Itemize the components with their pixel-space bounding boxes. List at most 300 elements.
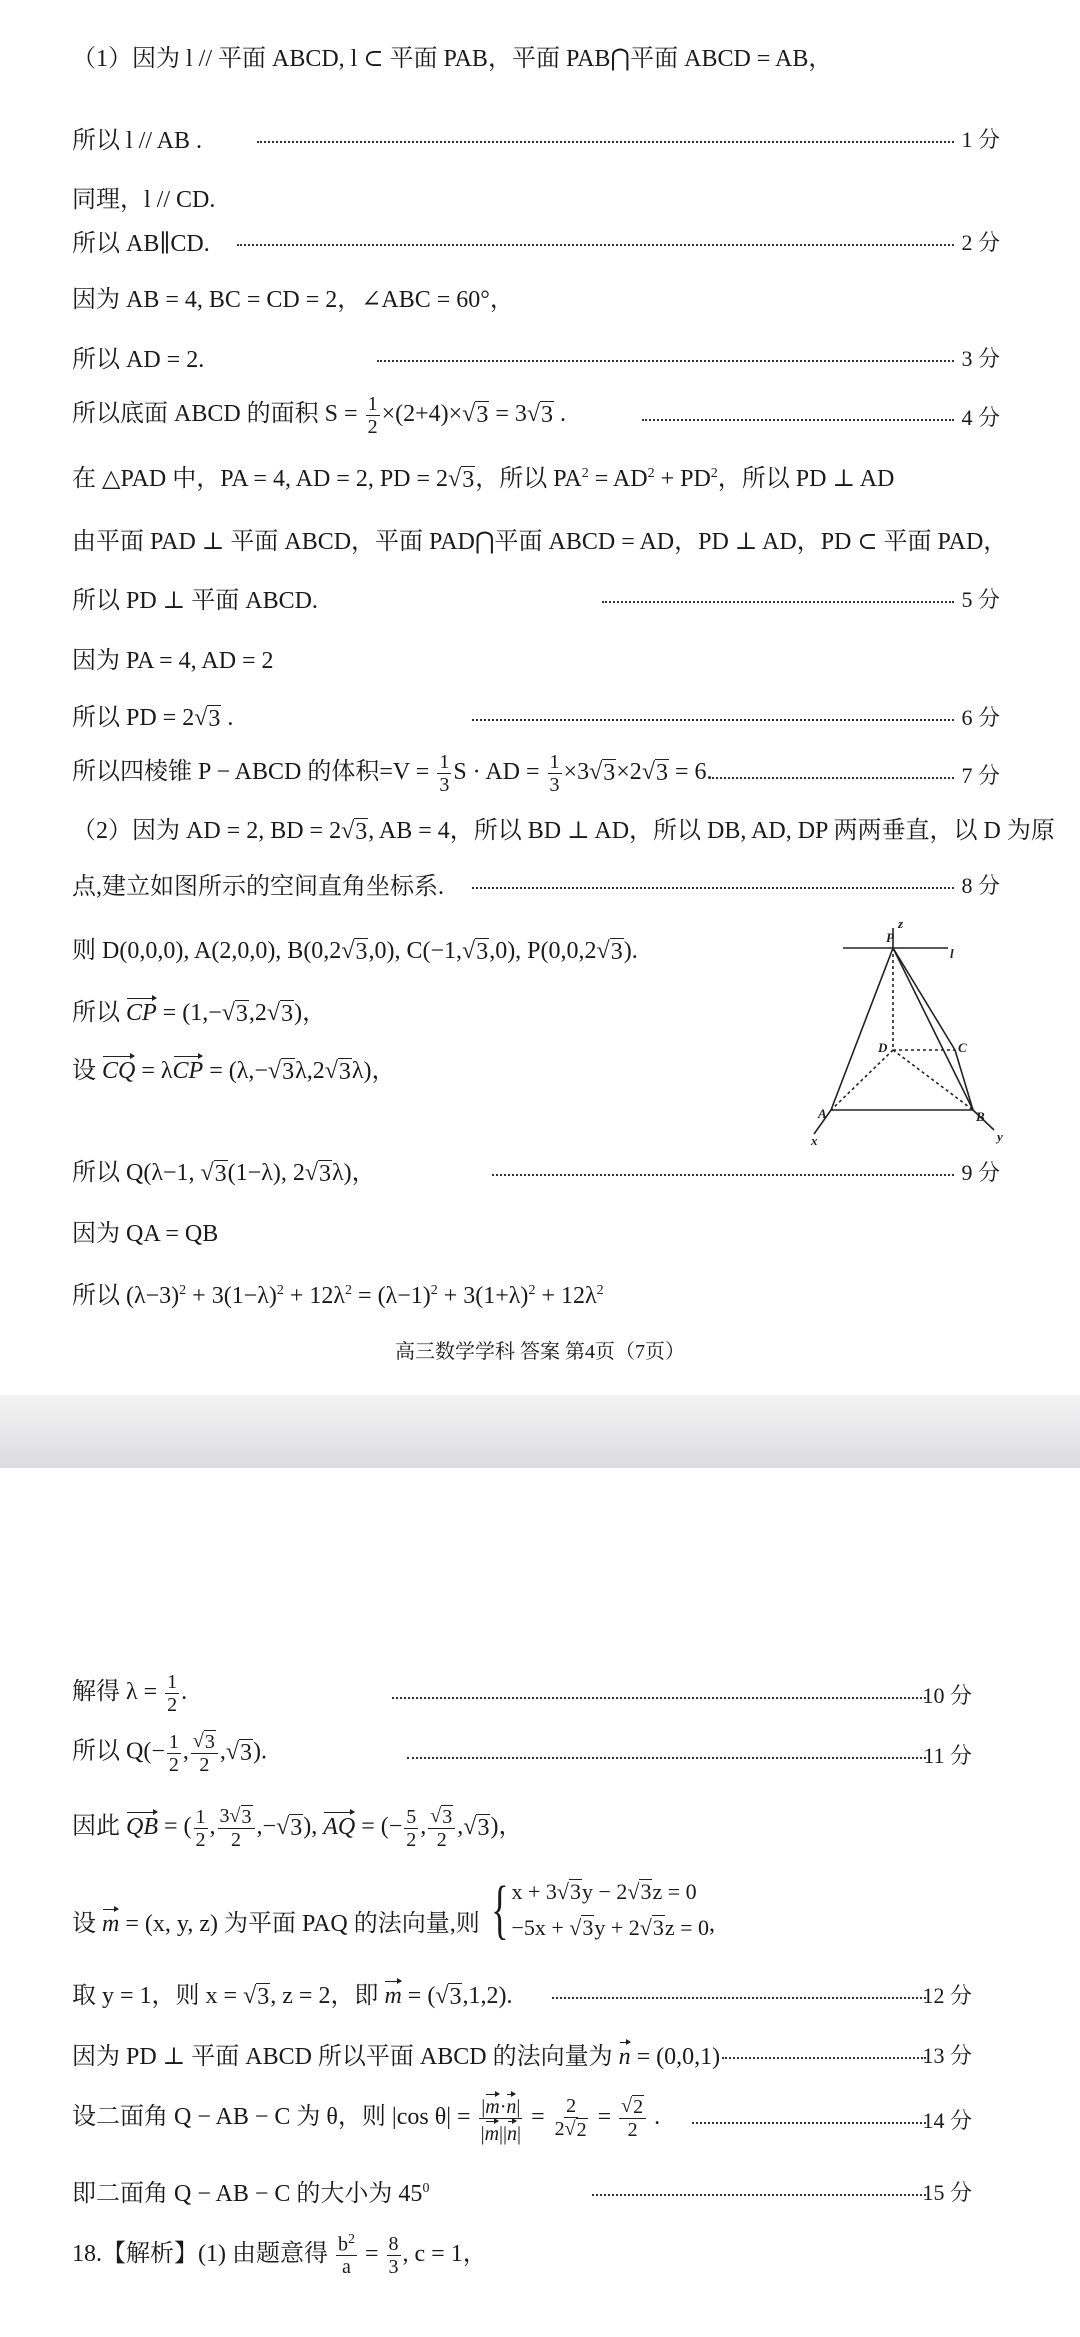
dotted-leader [552, 1997, 926, 1999]
text-run: . [181, 1678, 188, 1705]
radicand: 3 [355, 819, 368, 846]
text-run: . [554, 400, 567, 427]
denominator [404, 1829, 418, 1851]
text-run: b [337, 2233, 348, 2256]
score-mark: 6 分 [961, 705, 1000, 730]
text-run: 2 [167, 1693, 178, 1716]
radicand: 3 [240, 1739, 253, 1766]
text-run: λ,2 [295, 1058, 325, 1085]
text-run: 设 [72, 1911, 102, 1937]
denominator [165, 1694, 179, 1716]
line-content [72, 1671, 187, 1716]
dotted-leader [472, 719, 954, 721]
text-run: = ( [401, 1983, 436, 2010]
denominator [479, 2119, 524, 2145]
label-C: C [958, 1040, 967, 1055]
text-run: = (− [355, 1813, 403, 1840]
square-root [268, 1058, 295, 1085]
radical-sign: √ [462, 938, 476, 965]
label-P: P [886, 930, 894, 945]
label-z: z [898, 916, 904, 931]
square-root [276, 1814, 303, 1841]
text-run: + 3(1+λ) [437, 1282, 529, 1309]
dotted-leader [692, 2122, 926, 2124]
radical-sign: √ [596, 938, 610, 965]
text-run: = [591, 2103, 618, 2130]
square-root [230, 1805, 253, 1828]
text-run: 同理，l // CD. [72, 186, 216, 213]
numerator [366, 393, 380, 416]
text-run: | [480, 2122, 485, 2145]
text-run: −5x + [511, 1915, 570, 1940]
superscript: 2 [710, 466, 718, 482]
denominator [387, 2256, 401, 2278]
text-run: ,1,2). [462, 1983, 513, 2010]
line-content [72, 1152, 376, 1187]
vector: n [506, 2092, 516, 2118]
radical-sign: √ [569, 1915, 582, 1940]
label-l: l [950, 946, 954, 961]
radical-sign: √ [243, 1983, 257, 2010]
text-run: | [481, 2095, 486, 2118]
text-run: 因为 AB = 4, BC = CD = 2，∠ABC = 60°， [72, 286, 514, 313]
score-mark: 10 分 [922, 1683, 972, 1708]
solution-line [72, 266, 1000, 326]
radical-sign: √ [266, 1000, 281, 1027]
line-content [72, 2036, 720, 2071]
score-mark: 3 分 [961, 346, 1000, 371]
text-run: 1 [439, 750, 450, 773]
label-A: A [818, 1106, 827, 1121]
solution-line [72, 446, 1000, 506]
line-content [72, 458, 894, 493]
denominator [167, 1754, 181, 1776]
solution-line [72, 853, 1000, 913]
fraction [479, 2092, 524, 2145]
radicand: 3 [603, 759, 616, 786]
fraction [548, 751, 562, 796]
square-root [569, 1915, 594, 1941]
denominator [229, 1829, 243, 1851]
numerator [404, 1806, 418, 1829]
text-run: ,− [256, 1813, 277, 1840]
radical-sign: √ [627, 1879, 640, 1904]
text-run: 2 [436, 1829, 447, 1851]
text-run: y + 2 [594, 1915, 640, 1940]
numerator [564, 2095, 578, 2118]
dotted-leader [492, 1174, 954, 1176]
superscript: 2 [347, 2231, 355, 2247]
square-root [193, 1730, 216, 1753]
radicand: 3 [442, 1806, 453, 1828]
line-content [72, 580, 318, 615]
denominator [548, 774, 562, 796]
text-run: 所以 Q(− [72, 1738, 165, 1765]
square-root [621, 2095, 644, 2118]
equation-row [511, 1915, 709, 1941]
line-content [72, 38, 832, 73]
solution-line [72, 2160, 972, 2220]
line-content [72, 1275, 604, 1310]
brace: { [490, 1873, 509, 1946]
text-run: 所以 PD = 2 [72, 705, 195, 732]
solution-line [72, 627, 1000, 687]
text-run: ×(2+4)× [381, 400, 463, 427]
solution-line [72, 1873, 972, 1946]
text-run: , AB = 4，所以 BD ⊥ AD，所以 DB, AD, DP 两两垂直，以 D 为原 [368, 818, 1055, 845]
text-run: 18.【解析】(1) 由题意得 [72, 2240, 334, 2267]
text-run: 3 [388, 2255, 399, 2278]
text-run: , [219, 1738, 226, 1765]
text-run: , [709, 1911, 716, 1937]
vector: CP [173, 1054, 204, 1085]
text-run: ,0), C(−1, [368, 938, 463, 965]
line-content [72, 1730, 267, 1776]
line-content [72, 339, 204, 374]
radicand: 3 [290, 1814, 303, 1841]
vector: m [102, 1907, 119, 1938]
radical-sign: √ [229, 1805, 241, 1827]
numerator [548, 751, 562, 774]
text-run: 2 [554, 2118, 565, 2140]
vector: CQ [102, 1054, 135, 1085]
radical-sign: √ [341, 818, 355, 845]
line-content [72, 697, 233, 732]
square-root [201, 1160, 228, 1187]
radical-sign: √ [435, 1983, 449, 2010]
text-run: 所以 PD ⊥ 平面 ABCD. [72, 587, 318, 614]
solution-line [72, 980, 1000, 1040]
text-run: = λ [135, 1058, 173, 1085]
dotted-leader [472, 887, 954, 889]
text-run: , [209, 1813, 216, 1840]
page-footer: 高三数学学科 答案 第4页（7页） [395, 1341, 685, 1363]
radicand: 3 [476, 939, 489, 966]
square-root [430, 1805, 453, 1828]
denominator [194, 1829, 208, 1851]
label-x: x [811, 1133, 818, 1148]
radical-sign: √ [341, 938, 355, 965]
dotted-leader [602, 601, 954, 603]
text-run: 2 [627, 2119, 638, 2141]
text-run: 所以 l // AB . [72, 127, 203, 154]
fraction [165, 1671, 179, 1716]
radicand: 3 [541, 401, 554, 428]
radicand: 3 [355, 939, 368, 966]
vector: m [384, 1979, 401, 2010]
radicand: 3 [652, 1915, 664, 1940]
text-run: 1 [168, 1730, 179, 1753]
text-run: 所以底面 ABCD 的面积 S = [72, 400, 364, 427]
solution-line [72, 798, 1055, 858]
dotted-leader [592, 2194, 926, 2196]
score-mark: 2 分 [961, 230, 1000, 255]
fraction [194, 1806, 208, 1851]
answer-page-5 [0, 1468, 1080, 2337]
radicand: 3 [640, 1879, 652, 1904]
text-run: ,2 [248, 1000, 267, 1027]
solution-line [72, 508, 1008, 568]
line-content [72, 1805, 522, 1851]
text-run: , [457, 1813, 464, 1840]
solution-line [72, 1038, 1000, 1098]
text-run: 1 [195, 1805, 206, 1828]
solution-line [72, 743, 1000, 803]
radicand: 3 [610, 939, 623, 966]
label-B: B [976, 1109, 985, 1124]
line-content [72, 810, 1055, 845]
text-run: )， [490, 1813, 523, 1840]
solution-line [72, 326, 1000, 386]
solution-line [72, 567, 1000, 627]
radicand: 3 [655, 759, 668, 786]
numerator [218, 1805, 255, 1829]
radical-sign: √ [430, 1805, 442, 1827]
solution-line [72, 2023, 972, 2083]
square-root [341, 818, 368, 845]
numerator [165, 1671, 179, 1694]
text-run: z = 0 [664, 1915, 710, 1940]
line-content [72, 1873, 716, 1946]
radical-sign: √ [564, 2118, 576, 2140]
fraction [336, 2232, 357, 2279]
radicand: 3 [582, 1915, 594, 1940]
solution-line [72, 25, 1000, 85]
text-run: + 3(1−λ) [186, 1282, 277, 1309]
square-root [627, 1879, 652, 1905]
score-mark: 15 分 [922, 2180, 972, 2205]
dotted-leader [712, 777, 954, 779]
dotted-leader [257, 141, 954, 143]
radicand: 3 [204, 1731, 215, 1753]
numerator [336, 2232, 357, 2257]
line-content [72, 751, 713, 796]
square-root [642, 759, 669, 786]
fraction [428, 1805, 455, 1851]
text-run: · [499, 2095, 507, 2118]
numerator [387, 2233, 401, 2256]
text-run: = [525, 2103, 551, 2130]
score-mark: 11 分 [923, 1743, 972, 1768]
square-root [462, 401, 489, 428]
fraction [191, 1730, 218, 1776]
radicand: 3 [476, 401, 489, 428]
text-run: 因为 PA = 4, AD = 2 [72, 647, 274, 674]
denominator [553, 2118, 590, 2141]
text-run: . [648, 2103, 661, 2130]
text-run: ,0), P(0,0,2 [489, 938, 597, 965]
square-root [557, 1879, 582, 1905]
text-run: 2 [195, 1828, 206, 1851]
line-content [72, 179, 215, 214]
text-run: = (λ,− [203, 1058, 268, 1085]
solution-line [72, 918, 1000, 978]
text-run: = (x, y, z) 为平面 PAQ 的法向量,则 [119, 1911, 480, 1937]
solution-line [72, 1798, 972, 1858]
radicand: 3 [569, 1879, 581, 1904]
line-content [72, 1213, 218, 1248]
page-separator [0, 1395, 1080, 1468]
text-run: （2）因为 AD = 2, BD = 2 [72, 818, 342, 845]
text-run: 在 △PAD 中，PA = 4, AD = 2, PD = 2 [72, 466, 449, 493]
text-run: 8 [388, 2232, 399, 2255]
equation-system [484, 1873, 710, 1946]
text-run: (1−λ), 2 [227, 1160, 305, 1187]
text-run: λ)， [332, 1160, 376, 1187]
text-run: ，所以 PA [475, 466, 582, 493]
denominator [197, 1754, 211, 1776]
text-run: ). [623, 938, 638, 965]
text-run: = (λ−1) [352, 1282, 431, 1309]
radical-sign: √ [463, 1813, 477, 1840]
square-root [435, 1983, 462, 2010]
score-mark: 7 分 [961, 763, 1000, 788]
denominator [435, 1829, 449, 1851]
square-root [589, 759, 616, 786]
equation-row [511, 1879, 709, 1905]
superscript: 2 [430, 1282, 438, 1298]
solution-line [72, 1663, 972, 1723]
radical-sign: √ [304, 1160, 318, 1187]
text-run: | [517, 2122, 522, 2145]
radical-sign: √ [526, 400, 541, 427]
text-run: + 12λ [283, 1282, 346, 1309]
text-run: , c = 1， [402, 2240, 487, 2267]
text-run: 取 y = 1，则 x = [72, 1983, 244, 2010]
text-run: , [420, 1813, 427, 1840]
fraction [553, 2095, 590, 2141]
line-content [72, 2173, 429, 2208]
text-run: )， [294, 1000, 327, 1027]
text-run: λ)， [351, 1058, 396, 1085]
text-run: 因此 [72, 1813, 126, 1840]
radical-sign: √ [221, 1000, 235, 1027]
dotted-leader [722, 2057, 926, 2059]
square-root [565, 2118, 588, 2141]
equation-rows [511, 1879, 709, 1941]
text-run: （1）因为 l // 平面 ABCD, l ⊂ 平面 PAB，平面 PAB⋂平面 ABCD = AB， [72, 45, 833, 72]
fraction [366, 393, 380, 438]
square-root [243, 1983, 270, 2010]
fraction [167, 1731, 181, 1776]
text-run: z = 0 [652, 1879, 697, 1904]
vector: QB [126, 1810, 158, 1841]
numerator [167, 1731, 181, 1754]
text-run: 设二面角 Q − AB − C 为 θ，则 |cos θ| = [72, 2103, 477, 2130]
dotted-leader [407, 1757, 926, 1759]
text-run: = 3 [489, 400, 527, 427]
superscript: 2 [596, 1282, 604, 1298]
label-y: y [997, 1129, 1003, 1144]
denominator [437, 774, 451, 796]
line-content [72, 223, 210, 258]
fraction [619, 2095, 646, 2141]
square-root [222, 1000, 249, 1027]
radical-sign: √ [194, 705, 208, 732]
numerator [619, 2095, 646, 2119]
square-root [448, 466, 475, 493]
text-run: , z = 2，即 [270, 1983, 385, 2010]
solution-line [72, 2225, 972, 2285]
line-content [72, 640, 274, 675]
text-run: 3 [439, 773, 450, 796]
square-root [341, 938, 368, 965]
text-run: . [221, 705, 234, 732]
fraction [404, 1806, 418, 1851]
line-content [72, 2092, 660, 2145]
line-content [72, 1975, 512, 2010]
solution-line [72, 1723, 972, 1783]
solution-line [72, 210, 1000, 270]
denominator [340, 2256, 353, 2278]
radicand: 3 [257, 1984, 270, 2011]
radical-sign: √ [621, 2095, 633, 2117]
text-run: = ( [158, 1813, 192, 1840]
label-D: D [878, 1040, 888, 1055]
text-run: 2 [231, 1829, 242, 1851]
superscript: 2 [345, 1282, 353, 1298]
text-run: + PD [654, 466, 711, 493]
square-root [462, 938, 489, 965]
superscript: 2 [179, 1282, 187, 1298]
text-run: 2 [199, 1754, 210, 1776]
solution-line [72, 1140, 1000, 1200]
text-run: 所以 [72, 1000, 126, 1027]
text-run: ，所以 PD ⊥ AD [717, 466, 895, 493]
radicand: 3 [214, 1161, 227, 1188]
vector: m [485, 2092, 499, 2118]
text-run: a [342, 2256, 351, 2279]
superscript: 0 [422, 2180, 430, 2196]
text-run: | [516, 2095, 521, 2118]
text-run: = AD [588, 466, 648, 493]
text-run: 3 [219, 1805, 230, 1827]
solution-line [72, 1963, 972, 2023]
text-run: 由平面 PAD ⊥ 平面 ABCD，平面 PAD⋂平面 ABCD = AD，PD ⊥ AD，PD ⊂ 平面 PAD， [72, 528, 1008, 555]
square-root [463, 1814, 490, 1841]
vector: n [619, 2040, 631, 2071]
line-content [72, 930, 638, 965]
text-run: 3 [549, 773, 560, 796]
score-mark: 5 分 [961, 587, 1000, 612]
score-mark: 8 分 [961, 873, 1000, 898]
superscript: 2 [276, 1282, 284, 1298]
line-content [72, 992, 326, 1027]
radicand: 3 [319, 1161, 331, 1188]
radical-sign: √ [225, 1738, 240, 1765]
solution-line [72, 1200, 1000, 1260]
radical-sign: √ [276, 1813, 290, 1840]
radicand: 3 [282, 1059, 295, 1086]
line-content [72, 393, 566, 438]
dotted-leader [237, 244, 954, 246]
text-run: 即二面角 Q − AB − C 的大小为 45 [72, 2180, 423, 2207]
text-run: 因为 PD ⊥ 平面 ABCD 所以平面 ABCD 的法向量为 [72, 2043, 619, 2070]
text-run: 2 [406, 1828, 417, 1851]
radical-sign: √ [200, 1160, 214, 1187]
fraction [387, 2233, 401, 2278]
square-root [640, 1915, 665, 1941]
text-run: 2 [168, 1753, 179, 1776]
line-content [72, 521, 1007, 556]
vector: m [485, 2119, 499, 2145]
text-run: 2 [367, 415, 378, 438]
text-run: y − 2 [581, 1879, 628, 1904]
score-mark: 1 分 [961, 127, 1000, 152]
line-content [72, 120, 202, 155]
text-run: = (0,0,1) [630, 2043, 721, 2070]
denominator [366, 416, 380, 438]
